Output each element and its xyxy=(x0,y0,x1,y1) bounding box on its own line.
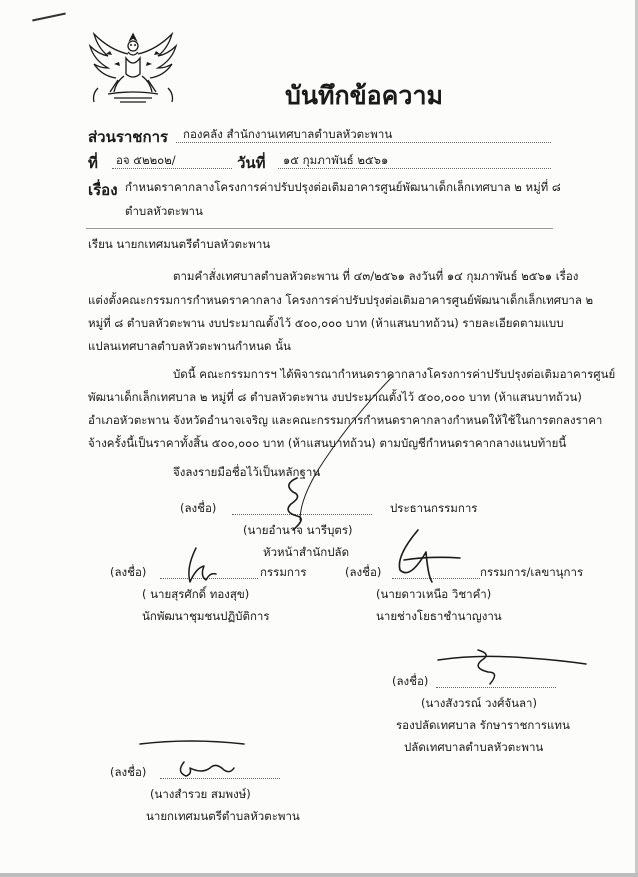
salutation: เรียน นายกเทศมนตรีตำบลหัวตะพาน xyxy=(88,237,271,251)
deputy-position-2: ปลัดเทศบาลตำบลหัวตะพาน xyxy=(404,740,544,754)
paragraph-1-line-2: แต่งตั้งคณะกรรมการกำหนดราคากลาง โครงการค่าปรับปรุงต่อเติมอาคารศูนย์พัฒนาเด็กเล็กเทศบาล ๒ xyxy=(88,293,594,307)
member-signature xyxy=(189,548,216,582)
subject-line-1: กำหนดราคากลางโครงการค่าปรับปรุงต่อเติมอาคารศูนย์พัฒนาเด็กเล็กเทศบาล ๒ หมู่ที่ ๘ xyxy=(125,180,561,194)
chair-position: หัวหน้าสำนักปลัด xyxy=(263,545,350,559)
secretary-name: (นายดาวเหนือ วิชาคำ) xyxy=(376,587,492,601)
paragraph-1-line-3: หมู่ที่ ๘ ตำบลหัวตะพาน งบประมาณตั้งไว้ ๕๐๐,๐๐๐ บาท (ห้าแสนบาทถ้วน) รายละเอียดตามแบบ xyxy=(88,316,564,330)
member-position: นักพัฒนาชุมชนปฏิบัติการ xyxy=(142,609,270,623)
subject-line-2: ตำบลหัวตะพาน xyxy=(125,204,203,218)
agency-label: ส่วนราชการ xyxy=(88,128,169,146)
chair-role: ประธานกรรมการ xyxy=(390,501,478,515)
member-name: ( นายสุรศักดิ์ ทองสุข) xyxy=(142,587,250,601)
mayor-signature xyxy=(140,741,244,776)
deputy-position-1: รองปลัดเทศบาล รักษาราชการแทน xyxy=(396,718,570,732)
memo-title: บันทึกข้อความ xyxy=(285,81,443,110)
paragraph-2-line-3: อำเภอหัวตะพาน จังหวัดอำนาจเจริญ และคณะกรรมการกำหนดราคากลางกำหนดให้ใช้ในการตกลงราคา xyxy=(88,413,603,427)
paragraph-2-line-1: บัดนี้ คณะกรรมการฯ ได้พิจารณากำหนดราคากลางโครงการค่าปรับปรุงต่อเติมอาคารศูนย์ xyxy=(173,367,616,381)
mayor-position: นายกเทศมนตรีตำบลหัวตะพาน xyxy=(146,809,300,823)
date-value: ๑๕ กุมภาพันธ์ ๒๕๖๑ xyxy=(283,153,389,167)
secretary-role: กรรมการ/เลขานุการ xyxy=(480,565,584,579)
ref-label: ที่ xyxy=(88,154,98,172)
mayor-name: (นางสำรวย สมพงษ์) xyxy=(150,787,251,801)
secretary-sign-prefix: (ลงชื่อ) xyxy=(345,565,382,579)
paragraph-2-line-2: พัฒนาเด็กเล็กเทศบาล ๒ หมู่ที่ ๘ ตำบลหัวตะพาน งบประมาณตั้งไว้ ๕๐๐,๐๐๐ บาท (ห้าแสนบาทถ้วน) xyxy=(88,390,582,404)
mayor-sign-prefix: (ลงชื่อ) xyxy=(110,765,147,779)
member-sign-prefix: (ลงชื่อ) xyxy=(110,565,147,579)
paragraph-2-line-4: จ้างครั้งนี้เป็นราคาทั้งสิ้น ๕๐๐,๐๐๐ บาท (ห้าแสนบาทถ้วน) ตามบัญชีกำหนดราคากลางแนบท้ายนี้ xyxy=(88,436,567,450)
closing-statement: จึงลงรายมือชื่อไว้เป็นหลักฐาน xyxy=(173,465,321,479)
deputy-signature xyxy=(438,650,586,684)
paragraph-1-line-1: ตามคำสั่งเทศบาลตำบลหัวตะพาน ที่ ๔๓/๒๕๖๑ ลงวันที่ ๑๔ กุมภาพันธ์ ๒๕๖๑ เรื่อง xyxy=(173,269,579,283)
secretary-signature xyxy=(399,530,460,582)
member-role: กรรมการ xyxy=(260,565,307,579)
chair-signature xyxy=(288,478,301,530)
chair-sign-prefix: (ลงชื่อ) xyxy=(180,501,217,515)
chair-name: (นายอำนาจ นารีบุตร) xyxy=(243,523,353,537)
deputy-name: (นางสังวรณ์ วงศ์จันลา) xyxy=(421,696,537,710)
date-label: วันที่ xyxy=(237,154,266,172)
secretary-position: นายช่างโยธาชำนาญงาน xyxy=(376,609,502,623)
ref-value: อจ ๕๒๒๐๒/ xyxy=(116,153,176,167)
paragraph-1-line-4: แปลนเทศบาลตำบลหัวตะพานกำหนด นั้น xyxy=(88,339,291,353)
subject-label: เรื่อง xyxy=(88,181,118,199)
deputy-sign-prefix: (ลงชื่อ) xyxy=(392,674,429,688)
agency-value: กองคลัง สำนักงานเทศบาลตำบลหัวตะพาน xyxy=(183,127,393,141)
